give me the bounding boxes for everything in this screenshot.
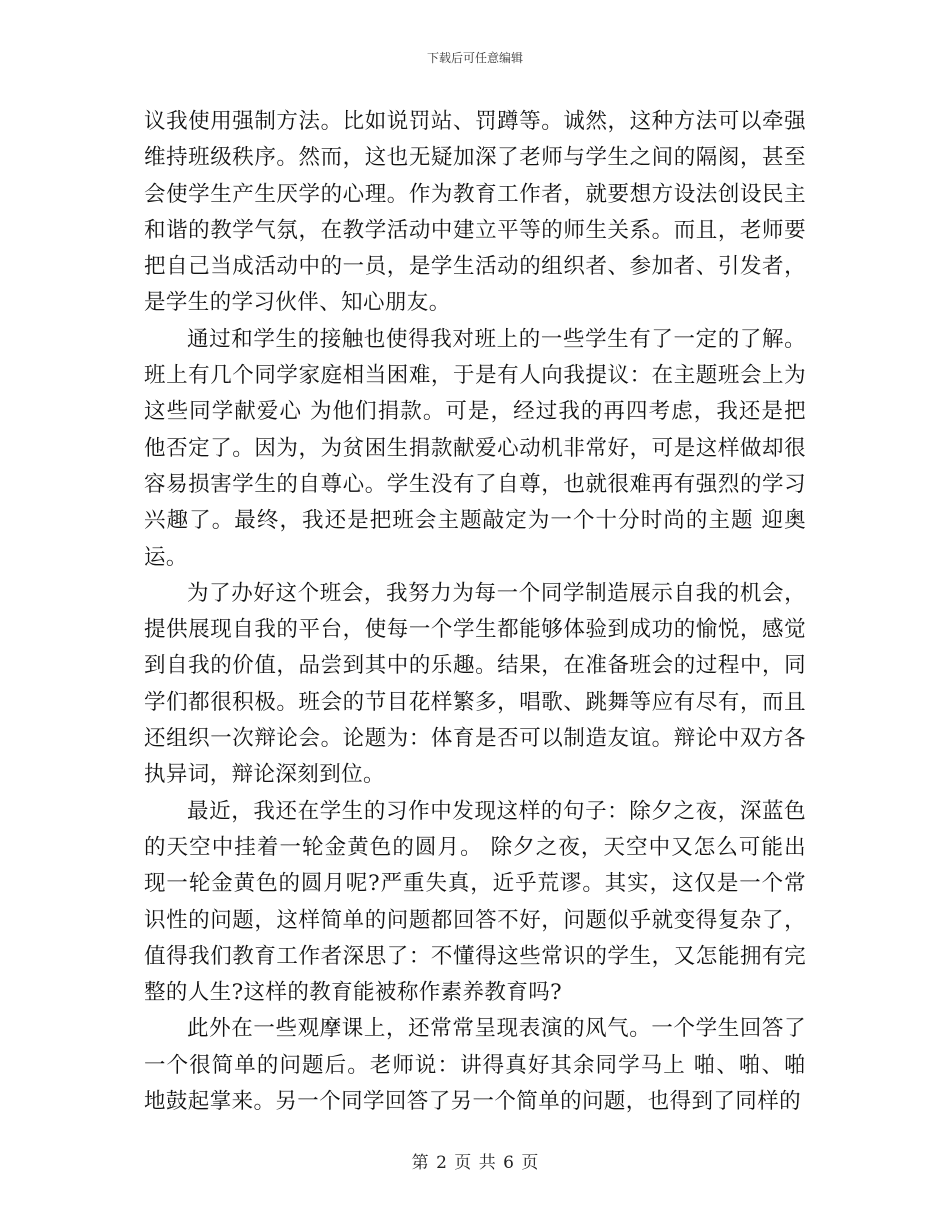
paragraph: 为了办好这个班会，我努力为每一个同学制造展示自我的机会，提供展现自我的平台，使每一个学生都能够体验到成功的愉悦，感觉到自我的价值，品尝到其中的乐趣。结果，在准备班会的过程中，同学们都很积极。班会的节目花样繁多，唱歌、跳舞等应有尽有，而且还组织一次辩论会。论题为：体育是否可以制造友谊。辩论中双方各执异词，辩论深刻到位。 <box>144 580 806 788</box>
paragraph-continued: 议我使用强制方法。比如说罚站、罚蹲等。诚然，这种方法可以牵强维持班级秩序。然而，这也无疑加深了老师与学生之间的隔阂，甚至会使学生产生厌学的心理。作为教育工作者，就要想方设法创设民主和谐的教学气氛，在教学活动中建立平等的师生关系。而且，老师要把自己当成活动中的一员，是学生活动的组织者、参加者、引发者，是学生的学习伙伴、知心朋友。 <box>144 109 806 316</box>
document-body <box>144 104 814 1120</box>
page-header: 下载后可任意编辑 <box>426 51 523 65</box>
paragraph: 此外在一些观摩课上，还常常呈现表演的风气。一个学生回答了一个很简单的问题后。老师说：讲得真好其余同学马上 啪、啪、啪 地鼓起掌来。另一个同学回答了另一个简单的问题，也得到了同样的 <box>144 1016 814 1115</box>
paragraph: 最近，我还在学生的习作中发现这样的句子：除夕之夜，深蓝色的天空中挂着一轮金黄色的圆月。 除夕之夜，天空中又怎么可能出现一轮金黄色的圆月呢?严重失真，近乎荒谬。其实，这仅是一个常识性的问题，这样简单的问题都回答不好，问题似乎就变得复杂了，值得我们教育工作者深思了：不懂得这些常识的学生，又怎能拥有完整的人生?这样的教育能被称作素养教育吗? <box>144 798 806 1006</box>
paragraph: 通过和学生的接触也使得我对班上的一些学生有了一定的了解。班上有几个同学家庭相当困难，于是有人向我提议：在主题班会上为这些同学献爱心 为他们捐款。可是，经过我的再四考虑，我还是把他否定了。因为，为贫困生捐款献爱心动机非常好，可是这样做却很容易损害学生的自尊心。学生没有了自尊，也就很难再有强烈的学习兴趣了。最终，我还是把班会主题敲定为一个十分时尚的主题 迎奥运。 <box>144 326 806 570</box>
page-number: 第 2 页 共 6 页 <box>411 1153 539 1173</box>
